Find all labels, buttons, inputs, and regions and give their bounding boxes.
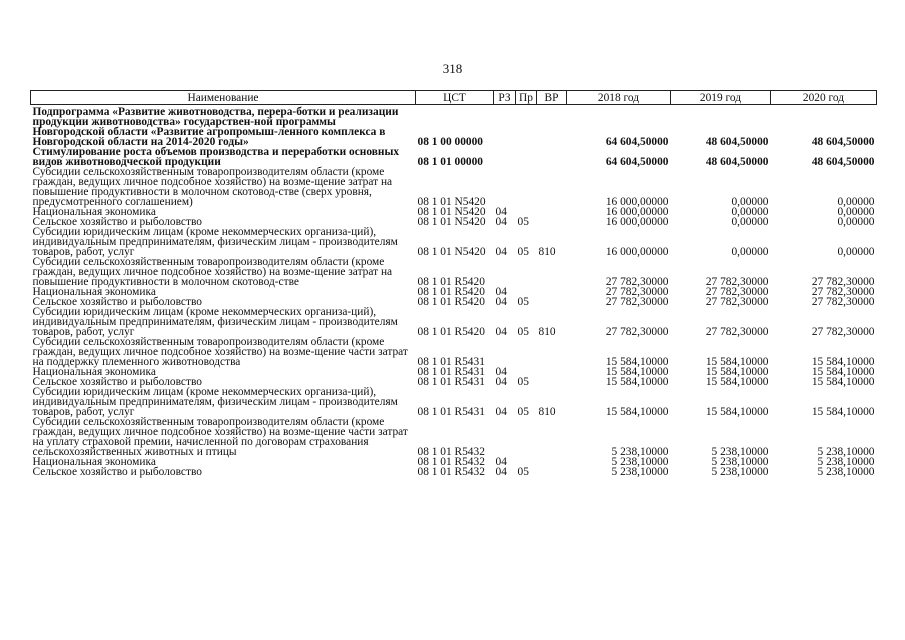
cst-cell: 08 1 01 R5431 — [417, 356, 485, 368]
row-name-cell: Сельское хозяйство и рыболовство — [32, 216, 202, 228]
amount-2019-cell: 0,00000 — [731, 206, 769, 218]
vr-cell — [537, 217, 567, 227]
cst-cell: 08 1 01 R5432 — [417, 466, 485, 478]
vr-cell — [537, 377, 567, 387]
table-row — [31, 387, 877, 417]
row-name-cell: Сельское хозяйство и рыболовство — [32, 376, 202, 388]
rz-cell: 04 — [495, 366, 507, 378]
amount-2019-cell: 48 604,50000 — [705, 156, 769, 168]
amount-2020-cell: 15 584,10000 — [811, 406, 875, 418]
column-header-name: Наименование — [31, 91, 416, 105]
amount-2019-cell: 5 238,10000 — [711, 446, 769, 458]
amount-2019-cell: 0,00000 — [731, 246, 769, 258]
row-name-cell: Национальная экономика — [32, 206, 156, 218]
row-name-cell: Национальная экономика — [32, 366, 156, 378]
amount-2018-cell: 5 238,10000 — [611, 466, 669, 478]
vr-cell: 810 — [538, 406, 556, 418]
rz-cell — [494, 257, 516, 287]
table-row — [31, 257, 877, 287]
rz-cell: 04 — [495, 206, 507, 218]
amount-2018-cell: 27 782,30000 — [605, 296, 669, 308]
cst-cell: 08 1 00 00000 — [417, 136, 483, 148]
cst-cell: 08 1 01 N5420 — [417, 246, 486, 258]
rz-cell — [494, 167, 516, 207]
amount-2018-cell: 16 000,00000 — [605, 196, 669, 208]
pr-cell — [516, 257, 537, 287]
row-name-cell: Субсидии сельскохозяйственным товаропроизводителям области (кроме граждан, ведущих личное подсобное хозяйство) на возме-щение части затрат на уплату страховой премии, начисленной по договорам страхования сельскохозяйственных животных и птицы — [32, 416, 408, 458]
amount-2018-cell: 5 238,10000 — [611, 446, 669, 458]
table-row — [31, 417, 877, 457]
rz-cell — [494, 105, 516, 148]
amount-2020-cell: 27 782,30000 — [811, 276, 875, 288]
amount-2018-cell: 64 604,50000 — [605, 156, 669, 168]
rz-cell: 04 — [495, 326, 507, 338]
amount-2018-cell: 16 000,00000 — [605, 206, 669, 218]
amount-2020-cell: 0,00000 — [837, 246, 875, 258]
amount-2020-cell: 5 238,10000 — [817, 446, 875, 458]
vr-cell — [537, 367, 567, 377]
page-number: 318 — [442, 61, 463, 76]
rz-cell: 04 — [495, 286, 507, 298]
rz-cell: 04 — [495, 376, 507, 388]
rz-cell — [494, 417, 516, 457]
cst-cell: 08 1 01 R5431 — [417, 366, 485, 378]
column-header-vr: ВР — [537, 91, 567, 105]
pr-cell: 05 — [517, 406, 529, 418]
row-name-cell: Национальная экономика — [32, 286, 156, 298]
row-name-cell: Субсидии юридическим лицам (кроме некоммерческих организа-ций), индивидуальным предпринимателям, физическим лицам - производителям товаров, работ, услуг — [32, 226, 398, 258]
cst-cell: 08 1 01 R5432 — [417, 456, 485, 468]
vr-cell — [537, 297, 567, 307]
table-row — [31, 337, 877, 367]
amount-2019-cell: 0,00000 — [731, 196, 769, 208]
amount-2020-cell: 27 782,30000 — [811, 326, 875, 338]
amount-2020-cell: 27 782,30000 — [811, 296, 875, 308]
table-row — [31, 105, 877, 148]
amount-2018-cell: 27 782,30000 — [605, 326, 669, 338]
pr-cell: 05 — [517, 216, 529, 228]
row-name-cell: Субсидии сельскохозяйственным товаропроизводителям области (кроме граждан, ведущих личное подсобное хозяйство) на возме-щение затрат на повышение продуктивности в молочном скотовод-стве (сверх уровня, предусмотренного соглашением) — [32, 166, 393, 208]
cst-cell: 08 1 01 R5431 — [417, 406, 485, 418]
amount-2019-cell: 5 238,10000 — [711, 466, 769, 478]
vr-cell: 810 — [538, 326, 556, 338]
rz-cell — [494, 337, 516, 367]
amount-2020-cell: 15 584,10000 — [811, 366, 875, 378]
pr-cell — [516, 167, 537, 207]
cst-cell: 08 1 01 R5431 — [417, 376, 485, 388]
pr-cell: 05 — [517, 296, 529, 308]
rz-cell — [494, 147, 516, 167]
cst-cell: 08 1 01 R5420 — [417, 276, 485, 288]
amount-2018-cell: 15 584,10000 — [605, 366, 669, 378]
amount-2019-cell: 48 604,50000 — [705, 136, 769, 148]
table-row — [31, 147, 877, 167]
cst-cell: 08 1 01 N5420 — [417, 216, 486, 228]
cst-cell: 08 1 01 R5420 — [417, 286, 485, 298]
amount-2018-cell: 16 000,00000 — [605, 246, 669, 258]
pr-cell: 05 — [517, 326, 529, 338]
amount-2018-cell: 5 238,10000 — [611, 456, 669, 468]
vr-cell — [537, 337, 567, 367]
amount-2020-cell: 5 238,10000 — [817, 456, 875, 468]
vr-cell: 810 — [538, 246, 556, 258]
rz-cell: 04 — [495, 246, 507, 258]
cst-cell: 08 1 01 R5420 — [417, 296, 485, 308]
table-row — [31, 307, 877, 337]
budget-table — [30, 90, 877, 477]
table-body — [31, 105, 877, 478]
cst-cell: 08 1 01 N5420 — [417, 206, 486, 218]
amount-2019-cell: 15 584,10000 — [705, 366, 769, 378]
amount-2019-cell: 0,00000 — [731, 216, 769, 228]
column-header-cst: ЦСТ — [416, 91, 494, 105]
row-name-cell: Субсидии сельскохозяйственным товаропроизводителям области (кроме граждан, ведущих личное подсобное хозяйство) на возме-щение части затрат на поддержку племенного животноводства — [32, 336, 408, 368]
cst-cell: 08 1 01 R5420 — [417, 326, 485, 338]
vr-cell — [537, 287, 567, 297]
cst-cell: 08 1 01 00000 — [417, 156, 483, 168]
amount-2020-cell: 48 604,50000 — [811, 156, 875, 168]
amount-2019-cell: 15 584,10000 — [705, 406, 769, 418]
vr-cell — [537, 417, 567, 457]
amount-2020-cell: 15 584,10000 — [811, 376, 875, 388]
rz-cell: 04 — [495, 456, 507, 468]
vr-cell — [537, 105, 567, 148]
pr-cell — [516, 147, 537, 167]
table-header-row — [31, 91, 877, 105]
amount-2019-cell: 27 782,30000 — [705, 286, 769, 298]
row-name-cell: Сельское хозяйство и рыболовство — [32, 466, 202, 478]
table-row — [31, 467, 877, 477]
pr-cell: 05 — [517, 466, 529, 478]
table-row — [31, 167, 877, 207]
vr-cell — [537, 467, 567, 477]
cst-cell: 08 1 01 N5420 — [417, 196, 486, 208]
cst-cell: 08 1 01 R5432 — [417, 446, 485, 458]
amount-2019-cell: 15 584,10000 — [705, 356, 769, 368]
row-name-cell: Национальная экономика — [32, 456, 156, 468]
pr-cell — [516, 337, 537, 367]
amount-2018-cell: 27 782,30000 — [605, 286, 669, 298]
amount-2018-cell: 15 584,10000 — [605, 406, 669, 418]
vr-cell — [537, 167, 567, 207]
column-header-2020: 2020 год — [771, 91, 877, 105]
row-name-cell: Субсидии юридическим лицам (кроме некоммерческих организа-ций), индивидуальным предпринимателям, физическим лицам - производителям товаров, работ, услуг — [32, 386, 398, 418]
table-row — [31, 227, 877, 257]
pr-cell: 05 — [517, 246, 529, 258]
row-name-cell: Стимулирование роста объемов производства и переработки основных видов животноводческой продукции — [32, 146, 400, 168]
column-header-rz: РЗ — [494, 91, 516, 105]
pr-cell — [516, 105, 537, 148]
row-name-cell: Субсидии юридическим лицам (кроме некоммерческих организа-ций), индивидуальным предпринимателям, физическим лицам - производителям товаров, работ, услуг — [32, 306, 398, 338]
column-header-2019: 2019 год — [671, 91, 771, 105]
amount-2018-cell: 16 000,00000 — [605, 216, 669, 228]
vr-cell — [537, 147, 567, 167]
row-name-cell: Сельское хозяйство и рыболовство — [32, 296, 202, 308]
amount-2019-cell: 27 782,30000 — [705, 296, 769, 308]
amount-2019-cell: 27 782,30000 — [705, 276, 769, 288]
amount-2020-cell: 0,00000 — [837, 206, 875, 218]
rz-cell: 04 — [495, 216, 507, 228]
vr-cell — [537, 457, 567, 467]
row-name-cell: Подпрограмма «Развитие животноводства, перера-ботки и реализации продукции животноводства» государствен-ной программы Новгородской области «Развитие агропромыш-ленного комплекса в Новгородской области на 2014-2020 годы» — [32, 106, 399, 148]
amount-2020-cell: 0,00000 — [837, 216, 875, 228]
column-header-2018: 2018 год — [567, 91, 671, 105]
vr-cell — [537, 257, 567, 287]
amount-2019-cell: 27 782,30000 — [705, 326, 769, 338]
amount-2020-cell: 48 604,50000 — [811, 136, 875, 148]
amount-2020-cell: 0,00000 — [837, 196, 875, 208]
row-name-cell: Субсидии сельскохозяйственным товаропроизводителям области (кроме граждан, ведущих личное подсобное хозяйство) на возме-щение затрат на повышение продуктивности в молочном скотовод-стве — [32, 256, 393, 288]
pr-cell — [516, 417, 537, 457]
rz-cell: 04 — [495, 296, 507, 308]
rz-cell: 04 — [495, 406, 507, 418]
amount-2019-cell: 5 238,10000 — [711, 456, 769, 468]
amount-2020-cell: 27 782,30000 — [811, 286, 875, 298]
amount-2018-cell: 15 584,10000 — [605, 356, 669, 368]
column-header-pr: Пр — [516, 91, 537, 105]
rz-cell: 04 — [495, 466, 507, 478]
amount-2020-cell: 15 584,10000 — [811, 356, 875, 368]
amount-2018-cell: 64 604,50000 — [605, 136, 669, 148]
amount-2020-cell: 5 238,10000 — [817, 466, 875, 478]
amount-2018-cell: 27 782,30000 — [605, 276, 669, 288]
amount-2019-cell: 15 584,10000 — [705, 376, 769, 388]
vr-cell — [537, 207, 567, 217]
amount-2018-cell: 15 584,10000 — [605, 376, 669, 388]
pr-cell: 05 — [517, 376, 529, 388]
